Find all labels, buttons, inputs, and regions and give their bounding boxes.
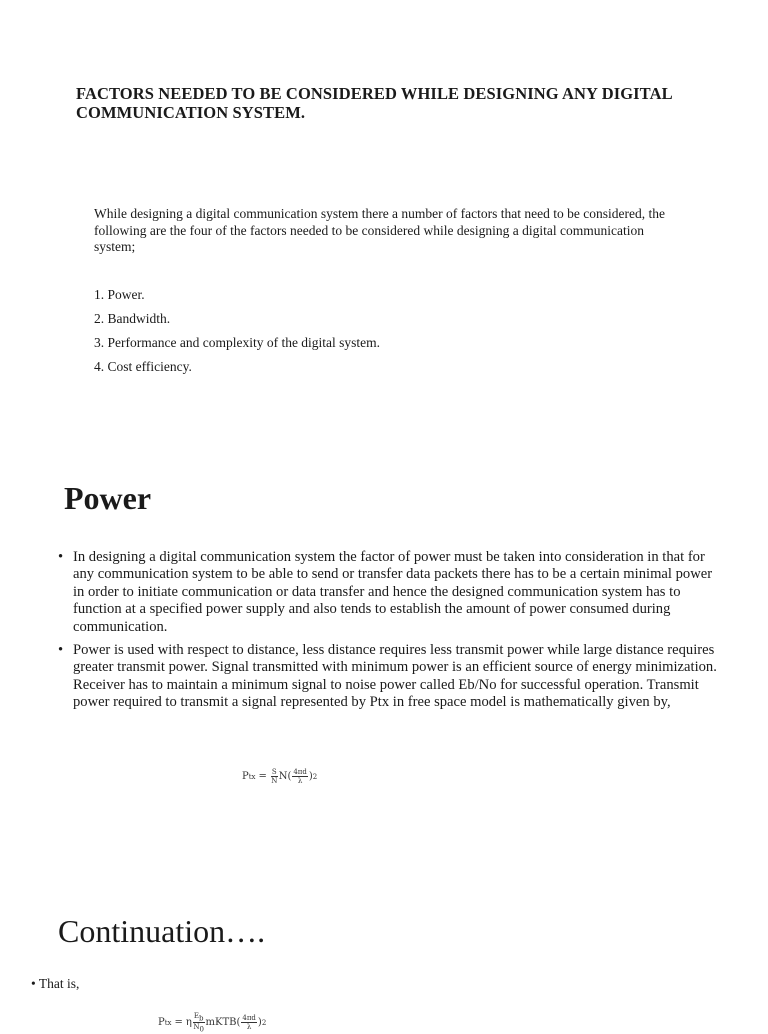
formula-inner-fraction — [241, 1014, 257, 1031]
power-heading: Power — [64, 480, 152, 516]
formula-power: 2 — [261, 1018, 267, 1027]
fraction-denominator — [193, 1023, 204, 1033]
numerator-sub: b — [199, 1014, 204, 1023]
fraction-numerator: S — [271, 768, 277, 776]
continuation-heading: Continuation…. — [58, 913, 266, 949]
list-item: 1. Power. — [94, 287, 145, 302]
inner-numerator: 4πd — [242, 1014, 256, 1023]
formula-close: ) — [257, 1017, 262, 1029]
formula-lhs-sub: tx — [164, 1018, 172, 1027]
inner-numerator: 4πd — [293, 768, 307, 776]
bullet-icon: • — [58, 642, 64, 659]
denominator-sub: 0 — [199, 1025, 204, 1034]
bullet-text: Power is used with respect to distance, less distance requires less transmit power while large distance requires greater transmit power. Signal transmitted with minimum power is an efficient source of energy minimization. Receiver has to maintain a minimum signal to noise power called Eb/No for successful operation. Transmit power required to transmit a signal represented by Ptx in free space model is mathematically given by, — [73, 642, 717, 711]
formula-power: 2 — [312, 772, 318, 781]
numerator-symbol: E — [193, 1012, 200, 1020]
list-item — [58, 549, 718, 636]
formula-lhs: P — [158, 1017, 165, 1029]
list-item — [58, 642, 718, 712]
expanded-power-formula — [158, 1012, 266, 1034]
formula-eq: = — [258, 771, 267, 782]
formula-lhs: P — [242, 771, 249, 782]
fraction-numerator — [193, 1012, 205, 1023]
formula-fraction — [271, 768, 278, 785]
slide-title: FACTORS NEEDED TO BE CONSIDERED WHILE DESIGNING ANY DIGITAL COMMUNICATION SYSTEM. — [76, 84, 672, 122]
bullet-icon: • — [58, 549, 64, 565]
denominator-symbol: N — [193, 1023, 200, 1032]
inner-denominator: λ — [246, 1023, 252, 1032]
fraction-denominator: N — [271, 777, 278, 785]
list-item: 3. Performance and complexity of the digital system. — [94, 335, 381, 350]
bullet-text: In designing a digital communication system the factor of power must be taken into consideration in that for any communication system to be able to send or transfer data packets there has to be a certain minimal power in order to initiate communication or data transfer and hence the designed communication system has to function at a specified power supply and also tends to establish the amount of power consumed during communication. — [73, 549, 713, 635]
power-bullets — [58, 549, 718, 718]
list-item: 4. Cost efficiency. — [94, 359, 192, 374]
formula-close: ) — [308, 771, 313, 782]
formula-n: N( — [278, 771, 292, 782]
continuation-bullet: • That is, — [31, 976, 80, 991]
formula-mid: mKTB( — [205, 1017, 241, 1029]
transmit-power-formula — [242, 768, 317, 785]
formula-fraction — [193, 1012, 205, 1034]
formula-eta: η — [185, 1017, 192, 1029]
factors-list — [94, 286, 380, 382]
intro-paragraph: While designing a digital communication system there a number of factors that need to be considered, the following are the four of the factors needed to be considered while designing a digital communication system; — [94, 206, 665, 254]
list-item: 2. Bandwidth. — [94, 311, 171, 326]
formula-eq: = — [174, 1017, 183, 1029]
formula-inner-fraction — [292, 768, 308, 785]
inner-denominator: λ — [297, 777, 303, 785]
formula-lhs-sub: tx — [248, 772, 256, 781]
